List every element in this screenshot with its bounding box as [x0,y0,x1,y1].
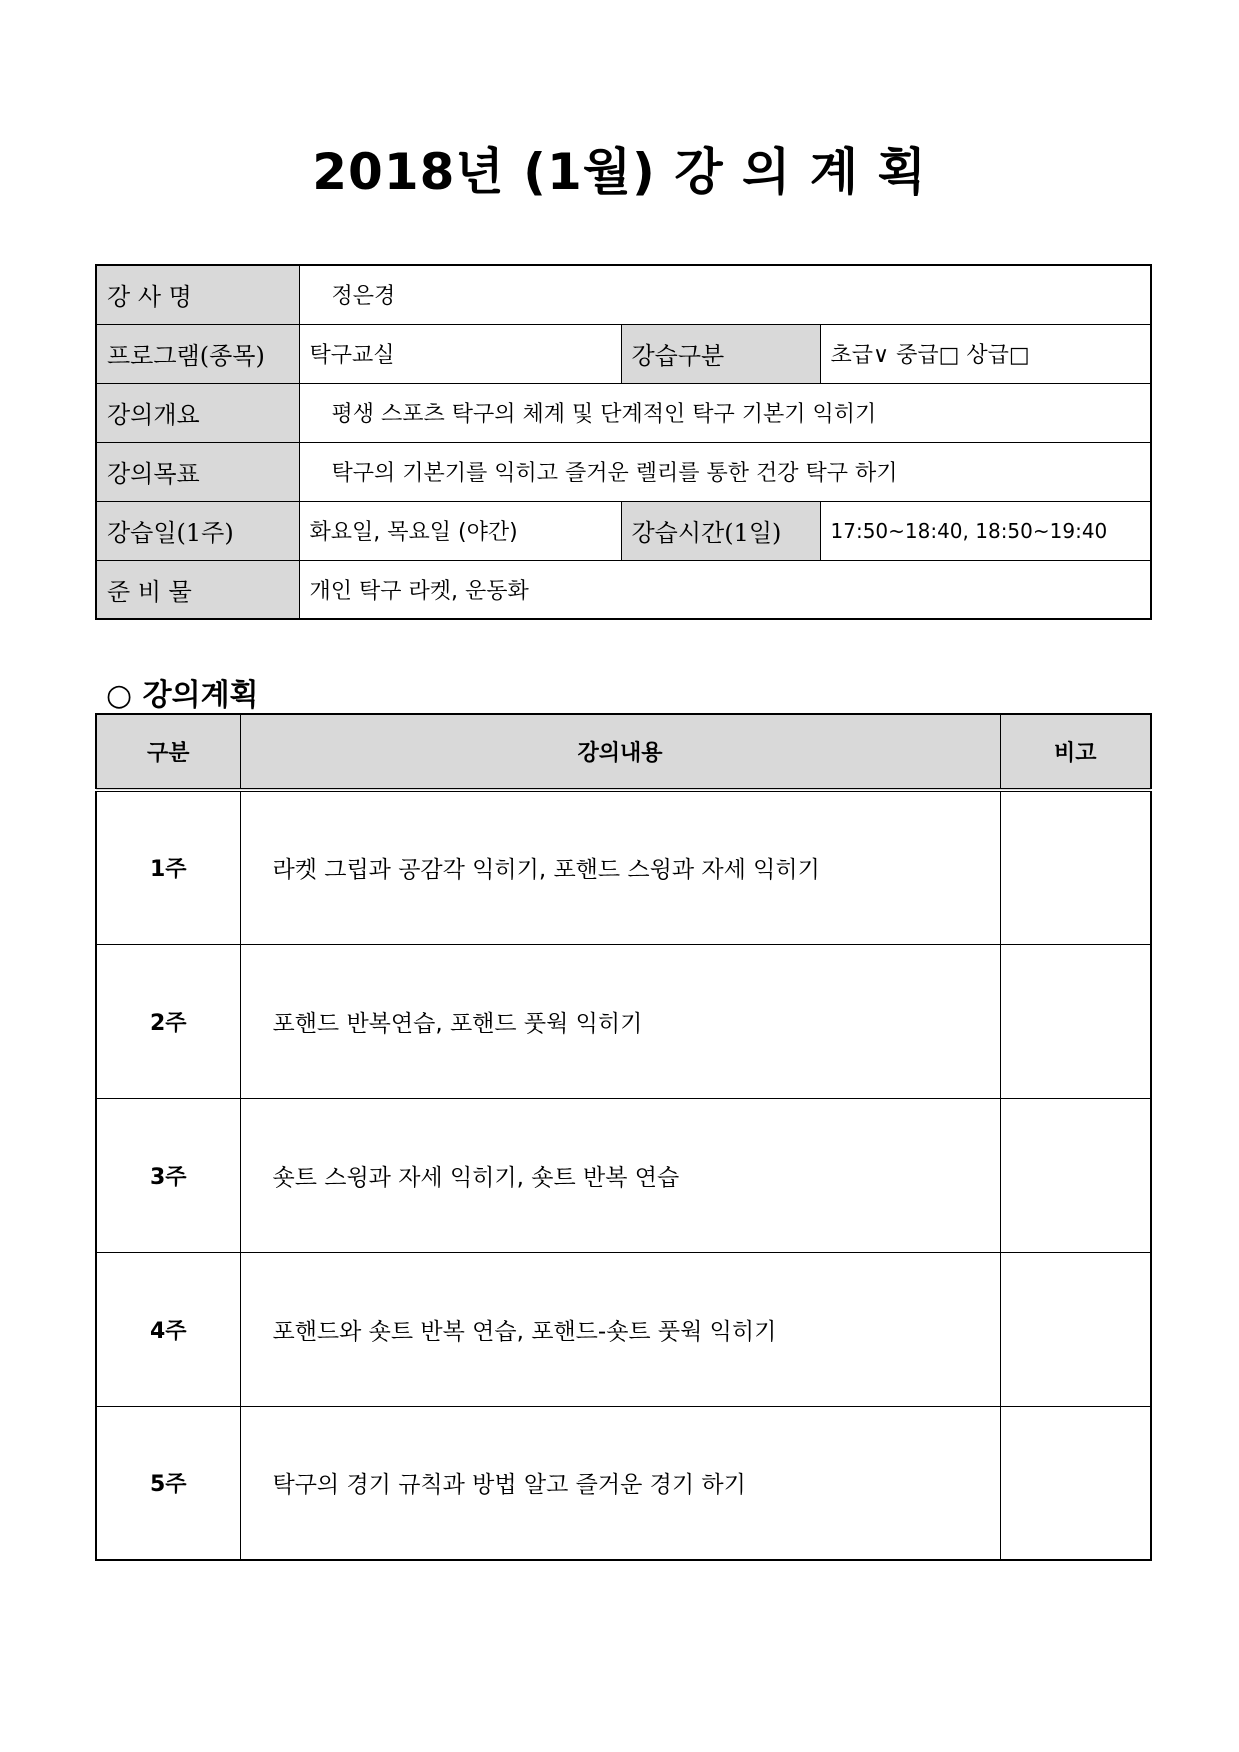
info-row-program [96,324,1151,383]
plan-note [1000,1406,1151,1560]
plan-content: 라켓 그립과 공감각 익히기, 포핸드 스윙과 자세 익히기 [240,790,1000,944]
plan-content: 숏트 스윙과 자세 익히기, 숏트 반복 연습 [240,1098,1000,1252]
plan-row [96,1098,1151,1252]
plan-week: 4주 [96,1252,240,1406]
page-title: 2018년 (1월) 강 의 계 획 [312,143,927,201]
supplies-label: 준 비 물 [96,560,299,619]
instructor-label: 강 사 명 [96,265,299,324]
level-label: 강습구분 [621,324,820,383]
plan-note [1000,1252,1151,1406]
info-row-supplies [96,560,1151,619]
program-value: 탁구교실 [299,324,621,383]
plan-header-row [96,714,1151,790]
info-row-instructor [96,265,1151,324]
plan-header-week: 구분 [96,714,240,790]
info-row-overview [96,383,1151,442]
info-table [95,264,1152,620]
plan-content: 포핸드와 숏트 반복 연습, 포핸드-숏트 풋웍 익히기 [240,1252,1000,1406]
plan-note [1000,1098,1151,1252]
plan-week: 2주 [96,944,240,1098]
plan-week: 3주 [96,1098,240,1252]
goal-value: 탁구의 기본기를 익히고 즐거운 렐리를 통한 건강 탁구 하기 [299,442,1151,501]
instructor-value: 정은경 [299,265,1151,324]
goal-label: 강의목표 [96,442,299,501]
plan-header-note: 비고 [1000,714,1151,790]
time-label: 강습시간(1일) [621,501,820,560]
plan-week: 5주 [96,1406,240,1560]
days-value: 화요일, 목요일 (야간) [299,501,621,560]
plan-content: 포핸드 반복연습, 포핸드 풋웍 익히기 [240,944,1000,1098]
time-value: 17:50~18:40, 18:50~19:40 [820,501,1151,560]
plan-row [96,1406,1151,1560]
overview-label: 강의개요 [96,383,299,442]
info-row-schedule [96,501,1151,560]
supplies-value: 개인 탁구 라켓, 운동화 [299,560,1151,619]
level-value: 초급∨ 중급□ 상급□ [820,324,1151,383]
program-label: 프로그램(종목) [96,324,299,383]
section-heading: ○ 강의계획 [106,678,259,713]
days-label: 강습일(1주) [96,501,299,560]
plan-row [96,944,1151,1098]
plan-table [95,713,1152,1561]
plan-content: 탁구의 경기 규칙과 방법 알고 즐거운 경기 하기 [240,1406,1000,1560]
plan-note [1000,790,1151,944]
plan-row [96,1252,1151,1406]
info-row-goal [96,442,1151,501]
overview-value: 평생 스포츠 탁구의 체계 및 단계적인 탁구 기본기 익히기 [299,383,1151,442]
plan-row [96,790,1151,944]
plan-note [1000,944,1151,1098]
plan-week: 1주 [96,790,240,944]
plan-header-content: 강의내용 [240,714,1000,790]
